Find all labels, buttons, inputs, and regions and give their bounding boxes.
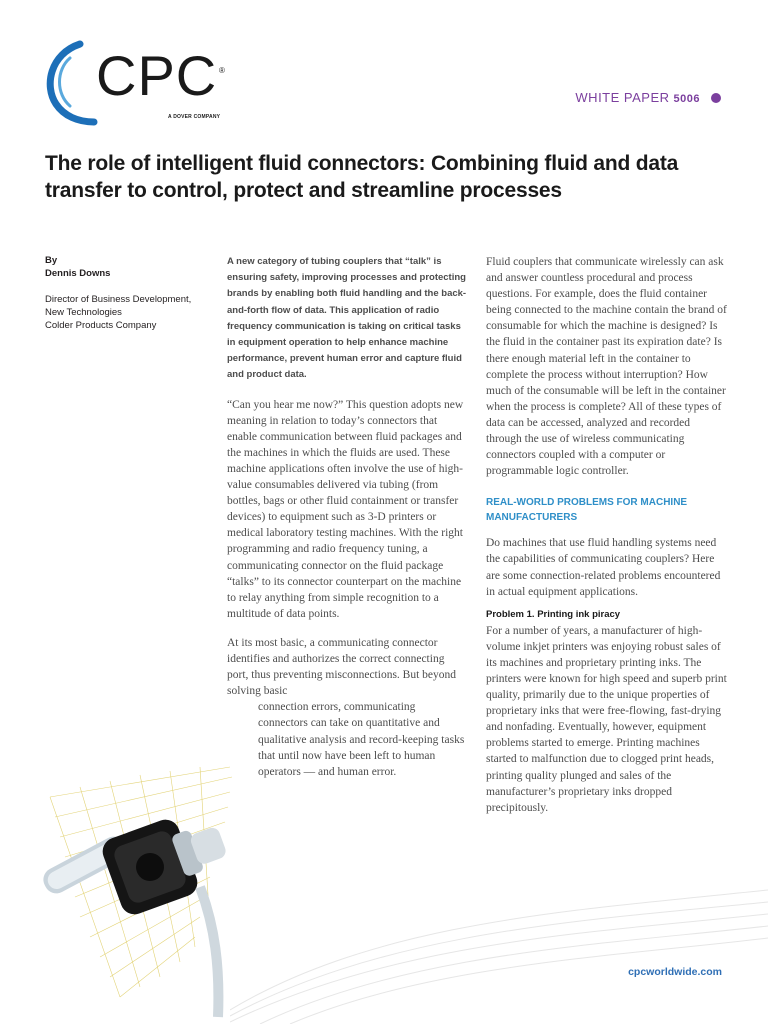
byline [45,254,210,332]
lead-paragraph: A new category of tubing couplers that “talk” is ensuring safety, improving processes and protecting brands by enabling both fluid handling and the back-and-forth flow of data. This application of radio frequency communication is taking on critical tasks in equipment operation to help enhance machine performance, prevent human error and capture fluid and product data. [227,256,467,381]
body-paragraph-basic-b: connection errors, communicating connectors can take on quantitative and qualitative analysis and record-keeping tasks that until now have been left to human operators — and human error. [258,701,465,778]
purple-dot-icon [711,93,721,103]
body-paragraph-problems: Do machines that use fluid handling systems need the capabilities of communicating couplers? Here are some connection-related problems encountered in actual equipment applications. [486,537,721,598]
white-paper-number: 5006 [673,93,700,105]
cpc-logo-swirl [40,40,104,128]
white-paper-label [575,90,700,105]
body-paragraph-ink-piracy: For a number of years, a manufacturer of high-volume inkjet printers was enjoying robust sales of its machines and proprietary printing inks. The printers were known for high speed and superb print quality, primarily due to the unique properties of proprietary inks that were free-flowing, fast-drying and nonfading. Eventually, however, equipment problems started to emerge. Printing machines started to malfunction due to clogged print heads, printing quality plunged and sales of the manufacturer’s proprietary inks dropped precipitously. [486,624,727,814]
section-heading: REAL-WORLD PROBLEMS FOR MACHINE MANUFACTURERS [486,497,688,524]
problem-heading: Problem 1. Printing ink piracy [486,608,621,620]
body-paragraph-basic [227,635,467,780]
decorative-swoosh [230,880,768,1024]
byline-by: By [45,255,58,266]
connector-product-image [40,757,235,1024]
cpc-logo-wordmark: CPC [96,44,218,107]
logo-tagline: A DOVER COMPANY [168,114,221,120]
white-paper-text: WHITE PAPER [575,90,670,105]
author-name: Dennis Downs [45,268,111,279]
website-link[interactable]: cpcworldwide.com [628,966,722,978]
registered-mark: ® [219,66,225,75]
author-role-2: New Technologies [45,307,122,318]
author-company: Colder Products Company [45,320,157,331]
body-column-2 [227,254,467,780]
author-role-1: Director of Business Development, [45,294,192,305]
body-paragraph-basic-a: At its most basic, a communicating connector identifies and authorizes the correct connecting port, thus preventing misconnections. But beyond solving basic [227,636,457,698]
body-column-3 [486,254,728,816]
body-paragraph-couplers: Fluid couplers that communicate wirelessly can ask and answer countless procedural and process questions. For example, does the fluid container being connected to the machine contain the brand of consumable for which the machine is designed? Is the fluid in the container past its expiration date? Is there enough material left in the container to complete the process without interruption? How much of the consumable will be left in the container when the process is complete? All of these types of data can be accessed, analyzed and recorded through the use of wireless communicating connectors coupled with a computer or programmable logic controller. [486,256,727,478]
document-title: The role of intelligent fluid connectors: Combining fluid and data transfer to control, protect and streamline processes [45,152,679,202]
body-paragraph-intro: “Can you hear me now?” This question adopts new meaning in relation to today’s connectors that enable communication between fluid packages and the machines in which the fluids are used. These machine applications often involve the use of high-value consumables delivered via tubing (from bottles, bags or other fluid containment or transfer devices) to equipment such as 3-D printers or medical laboratory testing machines. With the right programming and radio frequency tuning, a communicating connector on the fluid package “talks” to its connector counterpart on the machine to relay anything from simple recognition to a multitude of data points. [227,398,464,620]
